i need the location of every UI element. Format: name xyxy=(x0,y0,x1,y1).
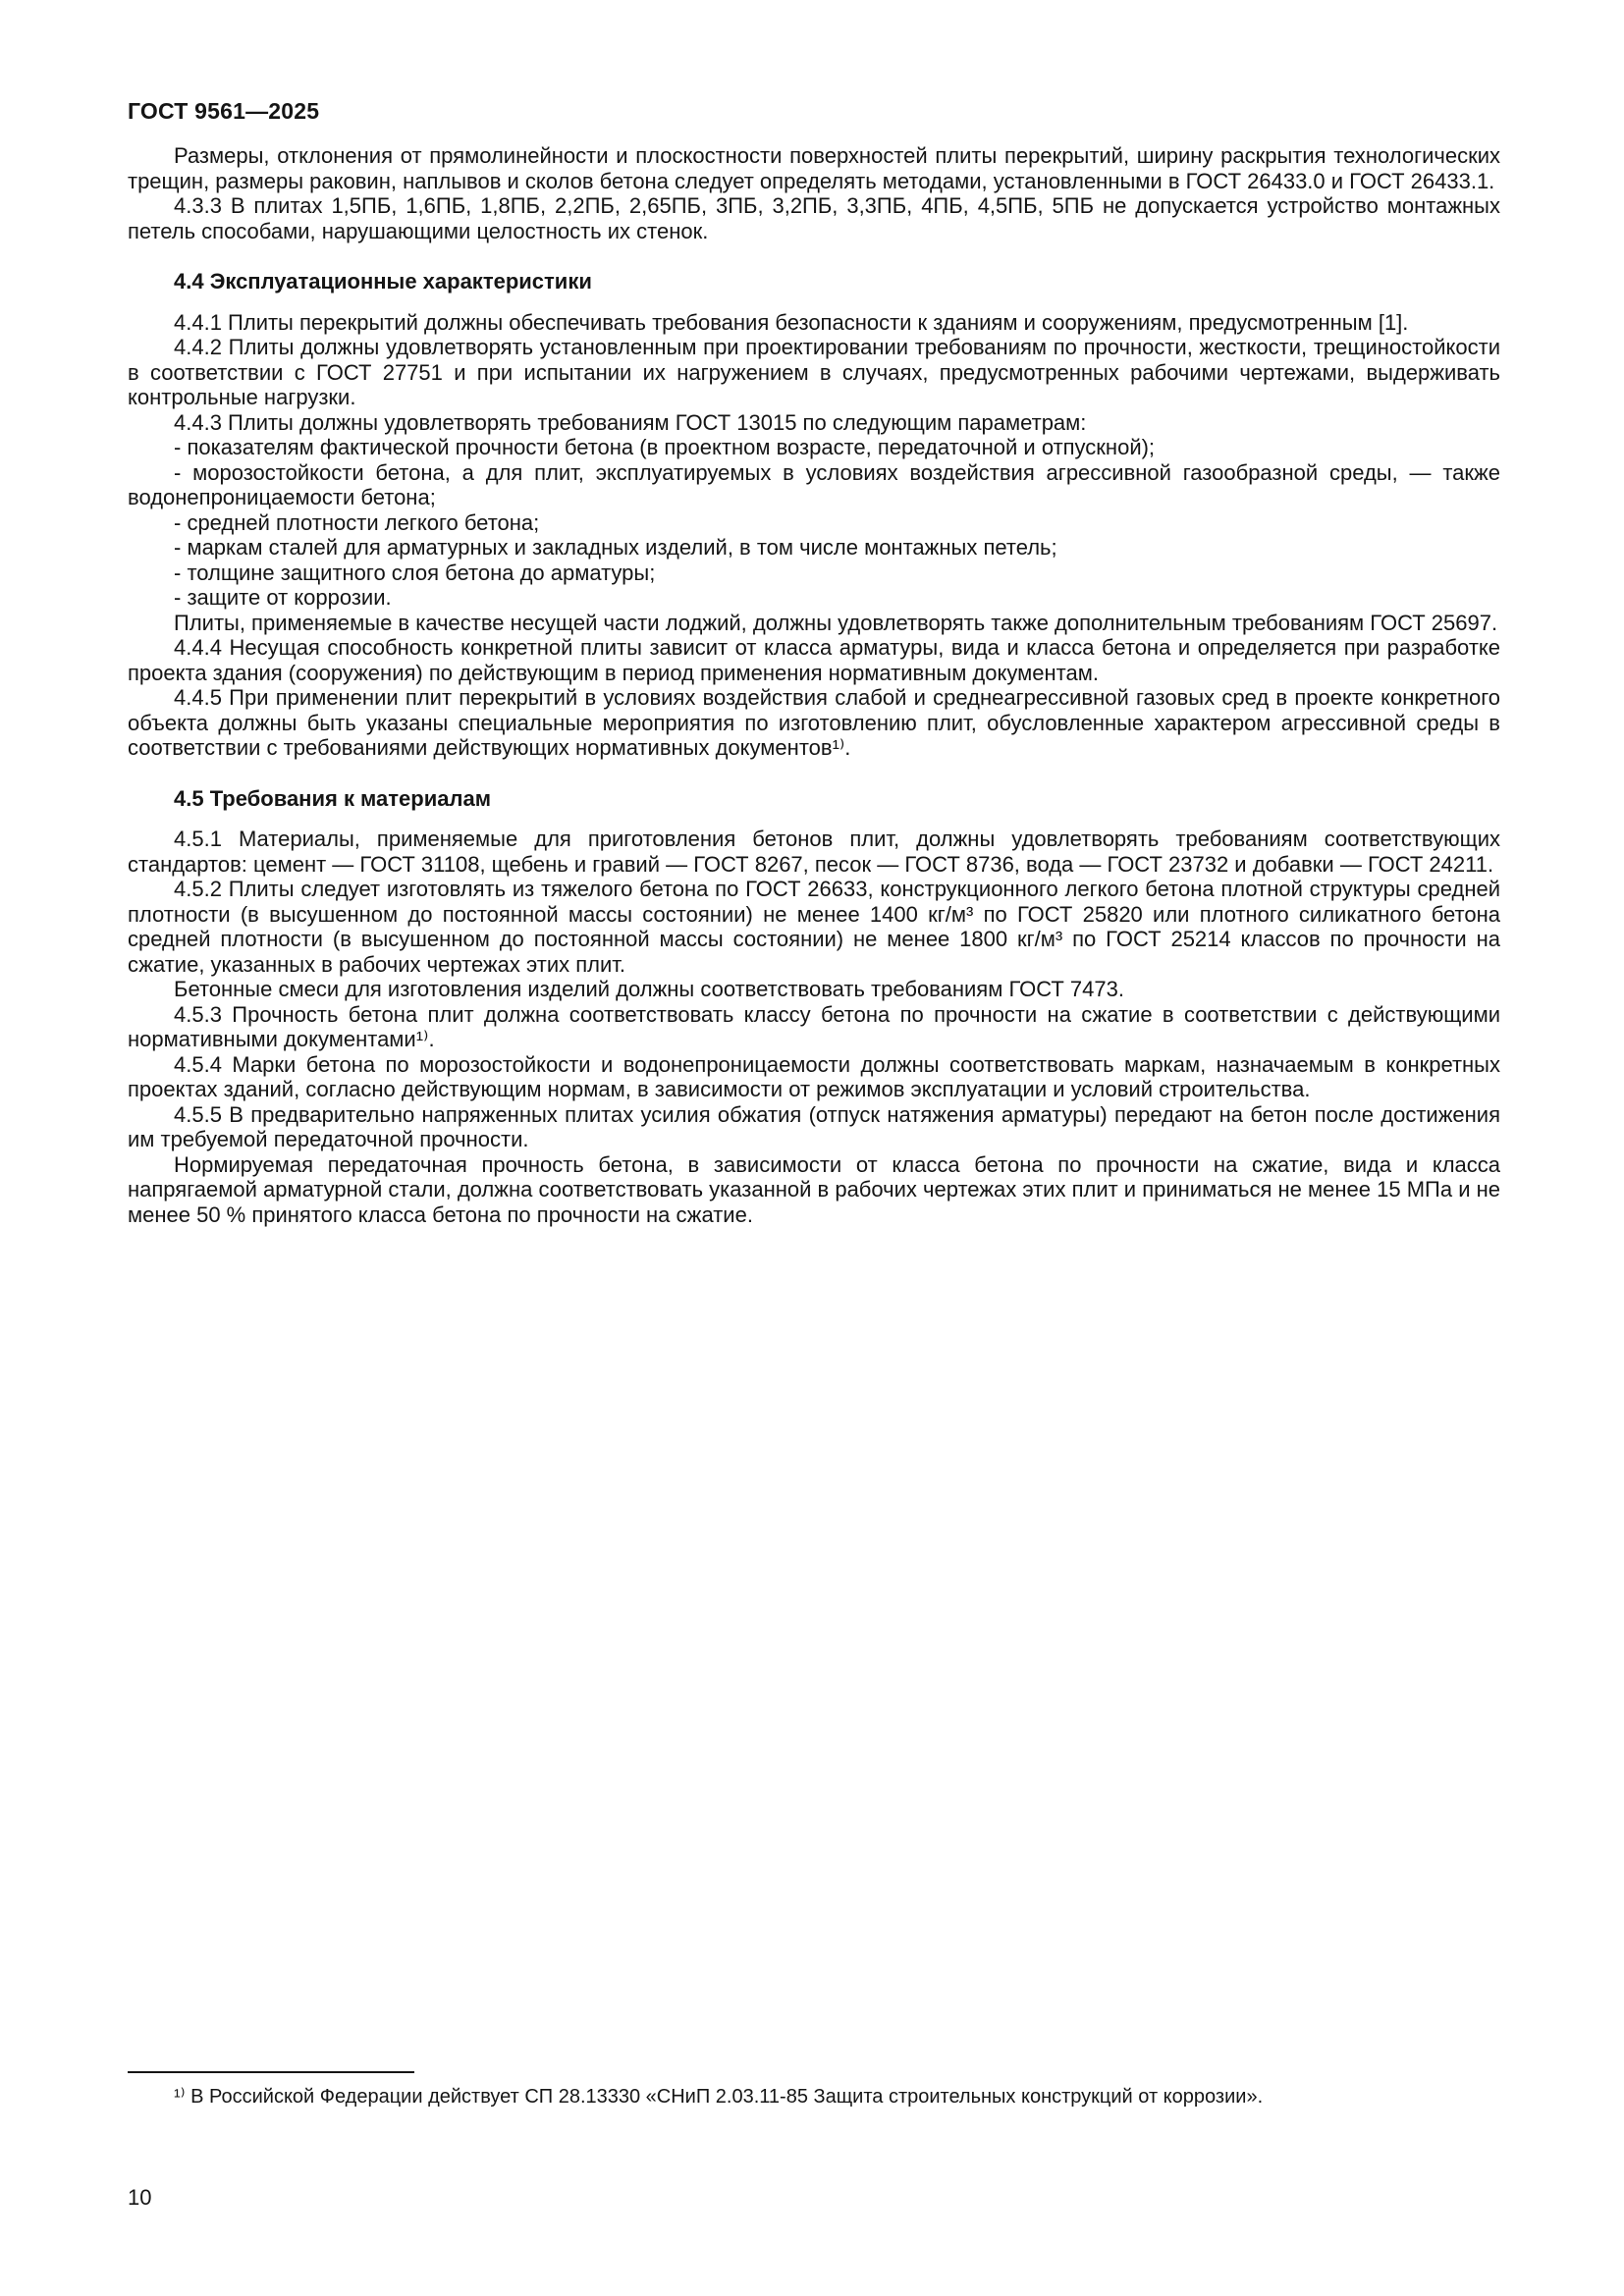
footnote-text: ¹⁾ В Российской Федерации действует СП 28.13330 «СНиП 2.03.11-85 Защита строительных конструкций от коррозии». xyxy=(174,2086,1264,2108)
page-number: 10 xyxy=(128,2185,152,2210)
clause-4-4-1: 4.4.1 Плиты перекрытий должны обеспечивать требования безопасности к зданиям и сооружениям, предусмотренным [1]. xyxy=(174,309,1409,335)
paragraph-dimensions-methods: Размеры, отклонения от прямолинейности и плоскостности поверхностей плиты перекрытий, ширину раскрытия технологических трещин, размеры раковин, наплывов и сколов бетона следует определять методами, установленными в ГОСТ 26433.0 и ГОСТ 26433.1. xyxy=(128,143,1500,193)
clause-4-5-5: 4.5.5 В предварительно напряженных плитах усилия обжатия (отпуск натяжения арматуры) передают на бетон после достижения им требуемой передаточной прочности. xyxy=(128,1101,1500,1151)
document-body xyxy=(128,143,1500,1227)
list-item-cover-thickness: - толщине защитного слоя бетона до арматуры; xyxy=(174,560,656,585)
list-item-corrosion-protection: - защите от коррозии. xyxy=(174,585,392,610)
paragraph-transfer-strength: Нормируемая передаточная прочность бетона, в зависимости от класса бетона по прочности на сжатие, вида и класса напрягаемой арматурной стали, должна соответствовать указанной в рабочих чертежах этих плит и приниматься не менее 15 МПа и не менее 50 % принятого класса бетона по прочности на сжатие. xyxy=(128,1151,1500,1227)
list-item-frost-resistance: - морозостойкости бетона, а для плит, эксплуатируемых в условиях воздействия агрессивной газообразной среды, — также водонепроницаемости бетона; xyxy=(128,459,1500,509)
paragraph-loggia-slabs: Плиты, применяемые в качестве несущей части лоджий, должны удовлетворять также дополнительным требованиям ГОСТ 25697. xyxy=(174,610,1498,635)
clause-4-5-1: 4.5.1 Материалы, применяемые для приготовления бетонов плит, должны удовлетворять требованиям соответствующих стандартов: цемент — ГОСТ 31108, щебень и гравий — ГОСТ 8267, песок — ГОСТ 8736, вода — ГОСТ 23732 и добавки — ГОСТ 24211. xyxy=(128,827,1500,877)
paragraph-concrete-mixes: Бетонные смеси для изготовления изделий должны соответствовать требованиям ГОСТ 7473. xyxy=(174,977,1124,1001)
section-heading-4-4: 4.4 Эксплуатационные характеристики xyxy=(174,269,592,294)
document-code: ГОСТ 9561—2025 xyxy=(128,98,320,124)
clause-4-5-3: 4.5.3 Прочность бетона плит должна соответствовать классу бетона по прочности на сжатие в соответствии с действующими нормативными документами¹⁾. xyxy=(128,1001,1500,1051)
clause-4-5-4: 4.5.4 Марки бетона по морозостойкости и водонепроницаемости должны соответствовать маркам, назначаемым в конкретных проектах зданий, согласно действующим нормам, в зависимости от режимов эксплуатации и условий строительства. xyxy=(128,1051,1500,1101)
footnote-area xyxy=(128,2071,1500,2109)
list-item-density: - средней плотности легкого бетона; xyxy=(174,509,540,535)
footnote-divider xyxy=(128,2071,414,2073)
clause-4-4-3: 4.4.3 Плиты должны удовлетворять требованиям ГОСТ 13015 по следующим параметрам: xyxy=(174,409,1087,435)
clause-4-3-3: 4.3.3 В плитах 1,5ПБ, 1,6ПБ, 1,8ПБ, 2,2ПБ, 2,65ПБ, 3ПБ, 3,2ПБ, 3,3ПБ, 4ПБ, 4,5ПБ, 5ПБ не допускается устройство монтажных петель способами, нарушающими целостность их стенок. xyxy=(128,193,1500,243)
section-heading-4-5: 4.5 Требования к материалам xyxy=(174,785,491,811)
clause-4-4-4: 4.4.4 Несущая способность конкретной плиты зависит от класса арматуры, вида и класса бетона и определяется при разработке проекта здания (сооружения) по действующим в период применения нормативным документам. xyxy=(128,635,1500,685)
list-item-concrete-strength: - показателям фактической прочности бетона (в проектном возрасте, передаточной и отпускной); xyxy=(174,435,1156,459)
list-item-steel-grades: - маркам сталей для арматурных и закладных изделий, в том числе монтажных петель; xyxy=(174,535,1057,560)
clause-4-4-5: 4.4.5 При применении плит перекрытий в условиях воздействия слабой и среднеагрессивной газовых сред в проекте конкретного объекта должны быть указаны специальные мероприятия по изготовлению плит, обусловленные характером агрессивной среды в соответствии с требованиями действующих нормативных документов¹⁾. xyxy=(128,685,1500,760)
clause-4-4-2: 4.4.2 Плиты должны удовлетворять установленным при проектировании требованиям по прочности, жесткости, трещиностойкости в соответствии с ГОСТ 27751 и при испытании их нагружением в случаях, предусмотренных рабочими чертежами, выдерживать контрольные нагрузки. xyxy=(128,335,1500,409)
clause-4-5-2: 4.5.2 Плиты следует изготовлять из тяжелого бетона по ГОСТ 26633, конструкционного легкого бетона плотной структуры средней плотности (в высушенном до постоянной массы состоянии) не менее 1400 кг/м³ по ГОСТ 25820 или плотного силикатного бетона средней плотности (в высушенном до постоянной массы состоянии) не менее 1800 кг/м³ по ГОСТ 25214 классов по прочности на сжатие, указанных в рабочих чертежах этих плит. xyxy=(128,877,1500,977)
